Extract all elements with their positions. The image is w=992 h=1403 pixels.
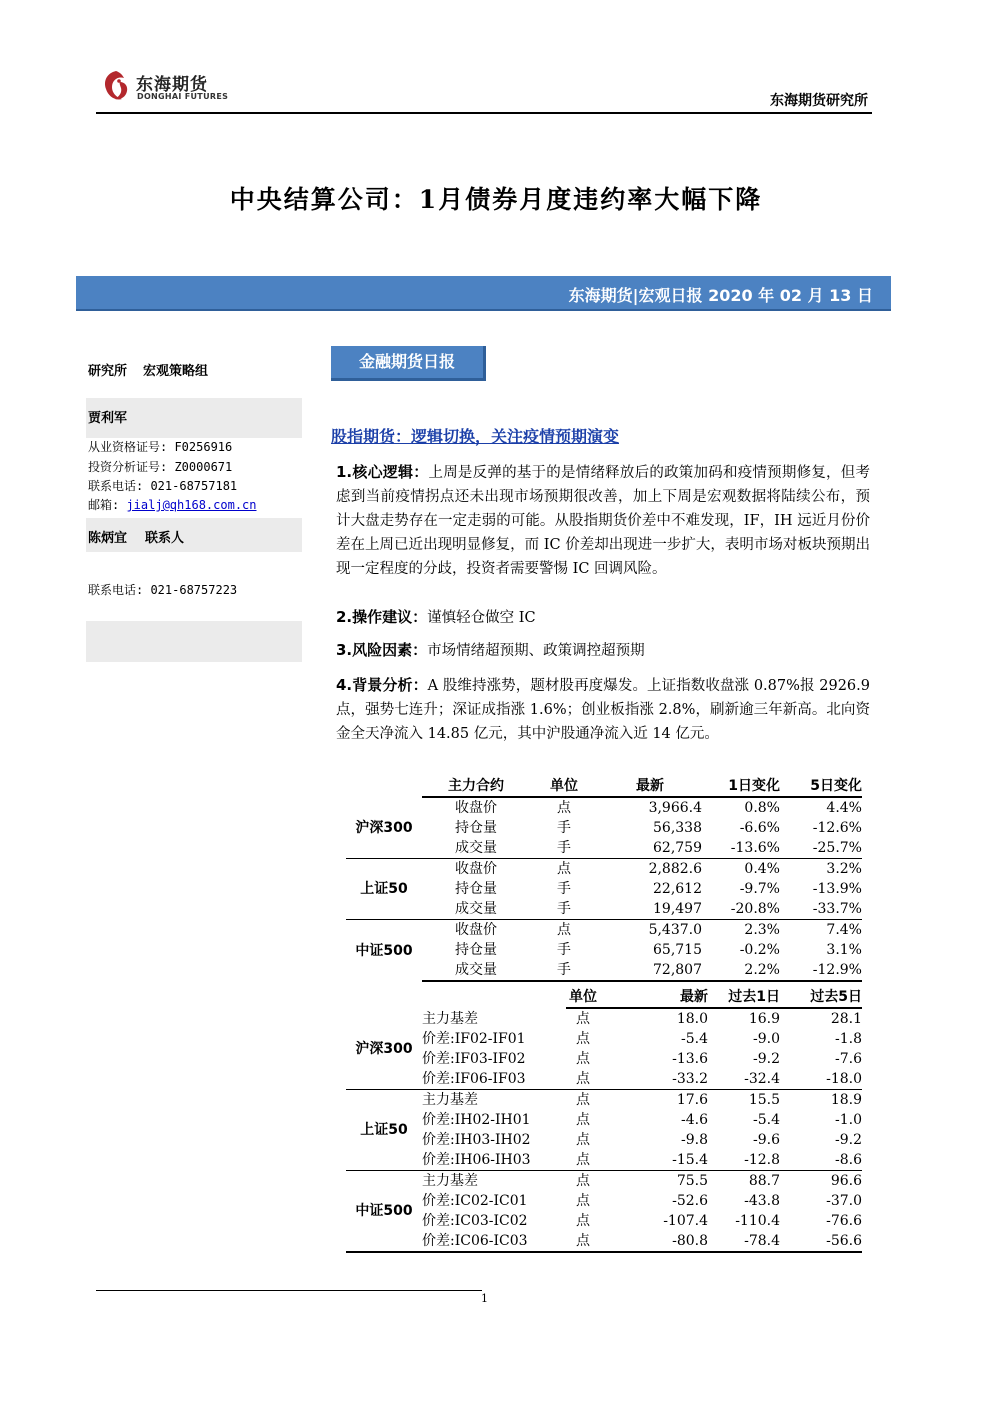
col-header: 1日变化 [702,776,780,797]
analyst1-cert2: 投资分析证号: Z0000671 [88,460,233,474]
col-header: 过去1日 [708,987,780,1008]
col-header: 主力合约 [422,776,530,797]
logo-english-name: DONGHAI FUTURES [137,92,229,101]
table-row: 上证50 主力基差 点 17.6 15.5 18.9 [346,1090,862,1111]
core-logic-paragraph [336,460,870,581]
analyst1-cert1: 从业资格证号: F0256916 [88,440,233,454]
group-label: 中证500 [346,1171,422,1253]
col-header: 最新 [600,987,708,1008]
sidebar-blank-block [86,621,302,662]
group-label: 沪深300 [346,1008,422,1090]
analyst2-name: 陈炳宜 [88,531,128,546]
table-row: 成交量 手 62,759 -13.6% -25.7% [346,838,862,859]
advice-text: 谨慎轻仓做空 IC [427,610,536,626]
section-tag: 金融期货日报 [331,346,486,381]
report-banner [76,276,891,311]
col-header: 最新 [598,776,702,797]
table-row: 价差:IC06-IC03 点 -80.8 -78.4 -56.6 [346,1231,862,1252]
col-header: 过去5日 [780,987,862,1008]
risk-text: 市场情绪超预期、政策调控超预期 [427,643,645,659]
advice-label: 2.操作建议： [336,608,428,626]
analyst1-email-link[interactable]: jialj@qh168.com.cn [126,498,257,512]
core-logic-text: 上周是反弹的基于的是情绪释放后的政策加码和疫情预期修复，但考虑到当前疫情拐点还未出现市场预期很改善，加上下周是宏观数据将陆续公布，预计大盘走势存在一定走弱的可能。从股指期货价差中不难发现，IF，IH 远近月份价差在上周已近出现明显修复，而 IC 价差却出现进一步扩大，表明市场对板块预期出现一定程度的分歧，投资者需要警惕 IC 回调风险。 [336,465,870,577]
table-row: 价差:IC02-IC01 点 -52.6 -43.8 -37.0 [422,1193,862,1209]
table-row: 价差:IH06-IH03 点 -15.4 -12.8 -8.6 [346,1150,862,1171]
group-label: 上证50 [346,859,422,920]
table-row: 成交量 手 72,807 2.2% -12.9% [346,960,862,981]
logo-chinese-name: 东海期货 [136,75,208,95]
company-logo [100,66,240,110]
table-row: 上证50 收盘价 点 2,882.6 0.4% 3.2% [346,859,862,880]
table-row: 中证500 主力基差 点 75.5 88.7 96.6 [346,1171,862,1192]
table-row: 持仓量 手 65,715 -0.2% 3.1% [455,942,862,958]
advice-paragraph [336,605,870,630]
col-header: 单位 [530,776,598,797]
table-row: 持仓量 手 22,612 -9.7% -13.9% [455,881,862,897]
table-row: 价差:IF03-IF02 点 -13.6 -9.2 -7.6 [422,1051,862,1067]
background-label: 4.背景分析： [336,676,428,694]
analyst2-role: 联系人 [145,531,185,546]
email-label: 邮箱: [88,498,127,512]
table-row: 中证500 收盘价 点 5,437.0 2.3% 7.4% [346,920,862,941]
background-text: A 股维持涨势，题材股再度爆发。上证指数收盘涨 0.87%报 2926.9 点，强势七连升；深证成指涨 1.6%；创业板指涨 2.8%，刷新逾三年新高。北向资金全天净流入 14.85 亿元，其中沪股通净流入近 14 亿元。 [336,678,870,742]
analyst2-heading [88,527,202,546]
header-divider [96,112,872,114]
group-label: 沪深300 [346,797,422,859]
org-name: 东海期货研究所 [770,93,868,109]
footer-divider [96,1290,482,1291]
futures-summary-table [346,776,862,982]
page-number: 1 [481,1292,488,1305]
col-header: 5日变化 [780,776,862,797]
analyst1-email-row [88,496,257,513]
table-row: 价差:IF02-IF01 点 -5.4 -9.0 -1.8 [422,1031,862,1047]
group-label: 上证50 [346,1090,422,1171]
table-row: 价差:IH03-IH02 点 -9.8 -9.6 -9.2 [422,1132,862,1148]
table-row: 沪深300 收盘价 点 3,966.4 0.8% 4.4% [346,797,862,818]
sidebar-department [88,360,224,379]
analyst2-phone: 联系电话: 021-68757223 [88,583,238,597]
report-title: 中央结算公司：1月债券月度违约率大幅下降 [229,185,763,214]
group-label: 宏观策略组 [143,364,209,379]
col-header: 单位 [566,987,600,1008]
table-row: 沪深300 主力基差 点 18.0 16.9 28.1 [346,1008,862,1029]
table-header-row [346,987,862,1008]
table-row: 价差:IC03-IC02 点 -107.4 -110.4 -76.6 [422,1213,862,1229]
table-row: 持仓量 手 56,338 -6.6% -12.6% [455,820,862,836]
table-row: 价差:IF06-IF03 点 -33.2 -32.4 -18.0 [346,1069,862,1090]
analyst1-phone: 联系电话: 021-68757181 [88,479,238,493]
background-paragraph [336,673,870,746]
table-header-row [346,776,862,797]
table-row: 价差:IH02-IH01 点 -4.6 -5.4 -1.0 [422,1112,862,1128]
banner-text: 东海期货|宏观日报 2020 年 02 月 13 日 [568,286,873,305]
core-logic-label: 1.核心逻辑： [336,463,429,481]
dragon-logo-icon [100,68,132,104]
basis-spread-table [346,987,862,1253]
dept-label: 研究所 [88,364,128,379]
section-heading[interactable]: 股指期货：逻辑切换，关注疫情预期演变 [331,427,620,446]
analyst1-name: 贾利军 [88,411,128,426]
group-label: 中证500 [355,942,413,959]
risk-paragraph [336,638,870,663]
table-row: 成交量 手 19,497 -20.8% -33.7% [346,899,862,920]
risk-label: 3.风险因素： [336,641,428,659]
